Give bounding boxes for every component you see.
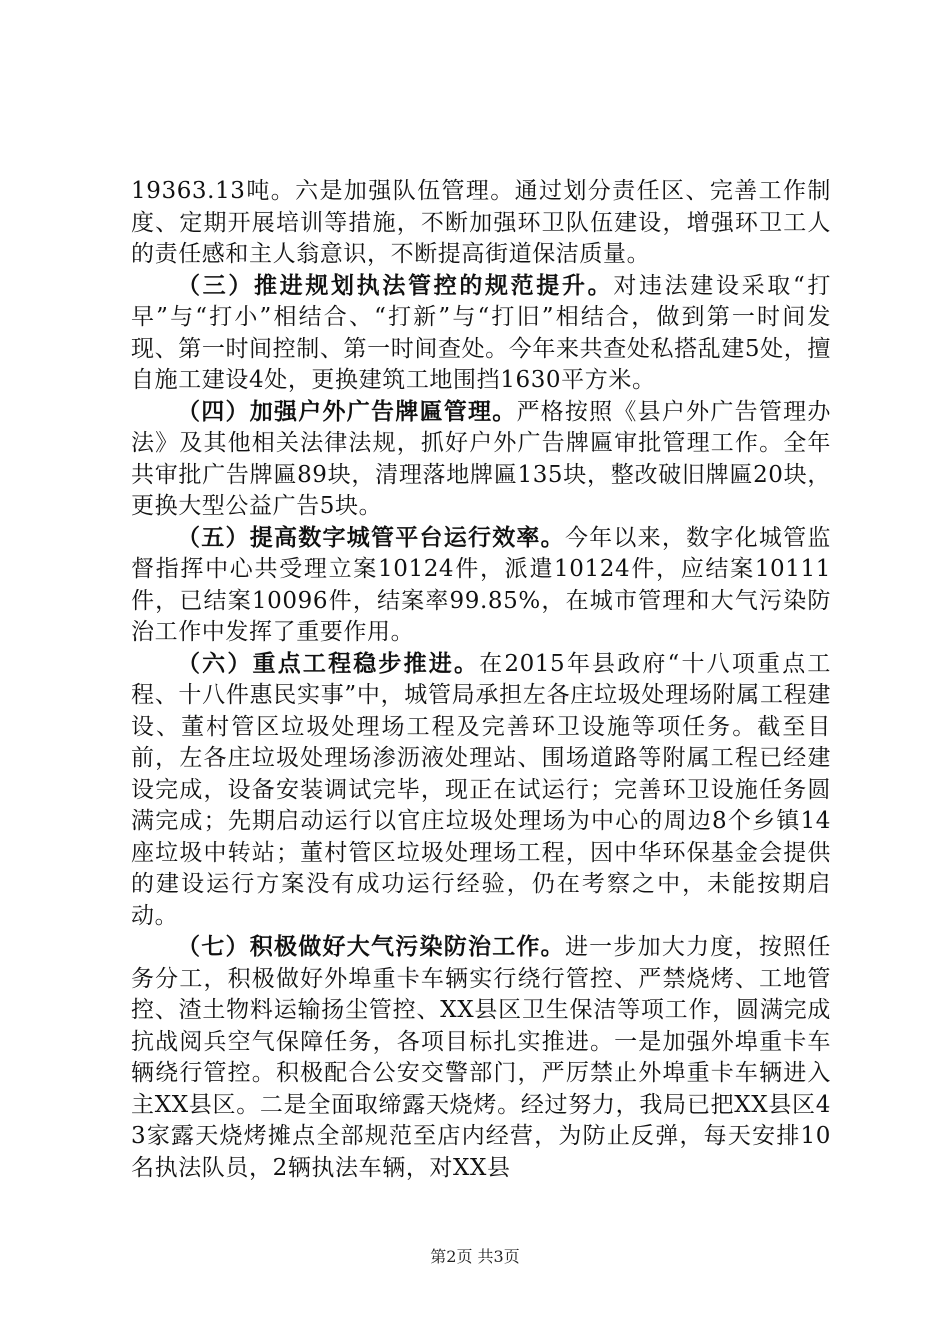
- paragraph-text: 今年以来，数字化城管监督指挥中心共受理立案10124件，派遣10124件，应结案10111件，已结案10096件，结案率99.85%，在城市管理和大气污染防治工作中发挥了重要作用。: [131, 524, 831, 645]
- paragraph-continuation: [131, 176, 831, 271]
- paragraph-text: 严格按照《县户外广告管理办法》及其他相关法律法规，抓好户外广告牌匾审批管理工作。全年共审批广告牌匾89块，清理落地牌匾135块，整改破旧牌匾20块，更换大型公益广告5块。: [131, 398, 831, 519]
- paragraph-heading: （七）积极做好大气污染防治工作。: [177, 934, 565, 960]
- paragraph-text: 对违法建设采取“打早”与“打小”相结合、“打新”与“打旧”相结合，做到第一时间发现、第一时间控制、第一时间查处。今年来共查处私搭乱建5处，擅自施工建设4处，更换建筑工地围挡1630平方米。: [131, 272, 831, 393]
- paragraph-heading: （六）重点工程稳步推进。: [177, 650, 480, 677]
- paragraph-heading: （三）推进规划执法管控的规范提升。: [177, 272, 614, 299]
- page-number-footer: 第2页 共3页: [430, 1247, 520, 1266]
- paragraph-heading: （四）加强户外广告牌匾管理。: [177, 398, 517, 425]
- paragraph-section-7: [131, 932, 831, 1184]
- paragraph-section-4: [131, 397, 831, 523]
- paragraph-text: 进一步加大力度，按照任务分工，积极做好外埠重卡车辆实行绕行管控、严禁烧烤、工地管控、渣土物料运输扬尘管控、XX县区卫生保洁等项工作，圆满完成抗战阅兵空气保障任务，各项目标扎实推进。一是加强外埠重卡车辆绕行管控。积极配合公安交警部门，严厉禁止外埠重卡车辆进入主XX县区。二是全面取缔露天烧烤。经过努力，我局已把XX县区43家露天烧烤摊点全部规范至店内经营，为防止反弹，每天安排10名执法队员，2辆执法车辆，对XX县: [131, 934, 831, 1181]
- paragraph-section-6: [131, 649, 831, 933]
- paragraph-section-3: [131, 271, 831, 397]
- paragraph-text: 19363.13吨。六是加强队伍管理。通过划分责任区、完善工作制度、定期开展培训等措施，不断加强环卫队伍建设，增强环卫工人的责任感和主人翁意识，不断提高街道保洁质量。: [131, 178, 831, 267]
- paragraph-section-5: [131, 523, 831, 649]
- paragraph-text: 在2015年县政府“十八项重点工程、十八件惠民实事”中，城管局承担左各庄垃圾处理场附属工程建设、董村管区垃圾处理场工程及完善环卫设施等项任务。截至目前，左各庄垃圾处理场渗沥液处理站、围场道路等附属工程已经建设完成，设备安装调试完毕，现正在试运行；完善环卫设施任务圆满完成；先期启动运行以官庄垃圾处理场为中心的周边8个乡镇14座垃圾中转站；董村管区垃圾处理场工程，因中华环保基金会提供的建设运行方案没有成功运行经验，仍在考察之中，未能按期启动。: [131, 650, 831, 929]
- document-body: [131, 176, 831, 1184]
- paragraph-heading: （五）提高数字城管平台运行效率。: [177, 524, 565, 551]
